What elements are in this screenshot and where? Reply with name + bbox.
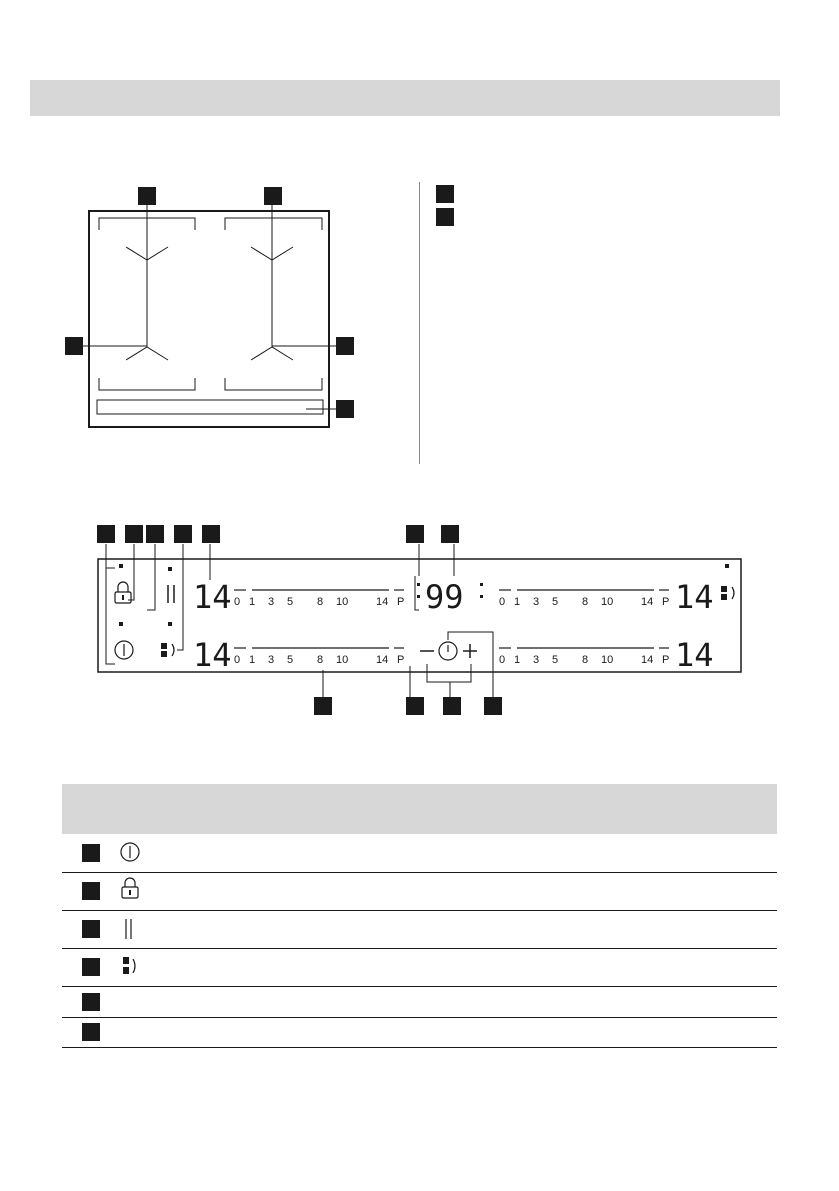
scale-label: 1 [249,596,256,608]
timer-display: 99 [425,578,464,616]
power-level-display-br: 14 [675,636,714,674]
scale-label: 3 [533,596,540,608]
table-header [62,784,777,834]
scale-label: 8 [582,596,589,608]
section-header-bar [30,80,780,116]
table-row [62,834,777,873]
scale-label: P [397,654,405,666]
column-divider [419,182,420,464]
table-row [62,948,777,987]
row-marker [82,882,100,900]
scale-label: 0 [499,596,506,608]
callout-marker [336,400,354,418]
table-row [62,1017,777,1048]
scale-label: 8 [317,596,324,608]
scale-label: P [397,596,405,608]
pause-icon [120,917,150,941]
control-panel-diagram [95,540,745,710]
scale-label: P [662,654,670,666]
legend-marker [436,208,454,226]
scale-label: 3 [533,654,540,666]
scale-label: 10 [336,596,349,608]
legend-marker [436,185,454,203]
row-marker [82,844,100,862]
scale-label: 14 [641,596,654,608]
scale-label: 8 [317,654,324,666]
scale-label: 1 [249,654,256,666]
hob-diagram [60,180,360,440]
lock-icon [120,877,150,901]
scale-label: 10 [601,654,614,666]
scale-label: 0 [499,654,506,666]
scale-label: 14 [376,654,389,666]
scale-label: 14 [376,596,389,608]
power-icon [120,840,150,864]
scale-label: 10 [601,596,614,608]
table-row [62,910,777,949]
scale-label: 5 [552,596,559,608]
scale-label: 14 [641,654,654,666]
row-marker [82,993,100,1011]
scale-label: 8 [582,654,589,666]
scale-label: 10 [336,654,349,666]
callout-marker [264,187,282,205]
callout-marker [138,187,156,205]
row-marker [82,920,100,938]
scale-label: 3 [268,654,275,666]
table-row [62,986,777,1018]
bridge-icon [120,954,150,978]
callout-marker [484,697,502,715]
scale-label: 5 [287,596,294,608]
table-row [62,872,777,911]
row-marker [82,1023,100,1041]
callout-marker [65,337,83,355]
callout-marker [406,697,424,715]
power-level-display-tl: 14 [193,578,232,616]
callout-marker [314,697,332,715]
power-level-display-tr: 14 [675,578,714,616]
scale-label: 5 [287,654,294,666]
scale-label: 1 [514,654,521,666]
scale-label: 0 [234,596,241,608]
scale-label: 5 [552,654,559,666]
scale-label: 1 [514,596,521,608]
callout-marker [336,337,354,355]
scale-label: 3 [268,596,275,608]
scale-label: P [662,596,670,608]
scale-label: 0 [234,654,241,666]
row-marker [82,958,100,976]
power-level-display-bl: 14 [193,636,232,674]
callout-marker [443,697,461,715]
